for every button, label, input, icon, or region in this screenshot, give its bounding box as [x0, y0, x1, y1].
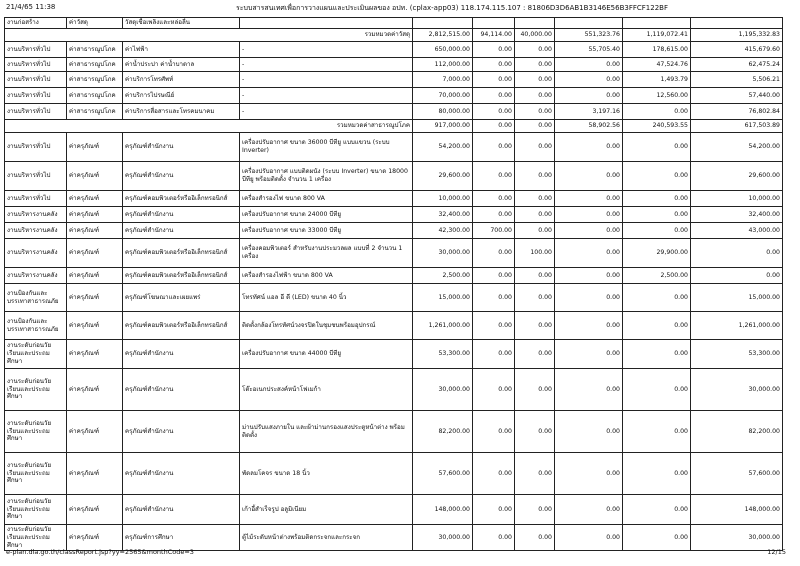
summary-row: [5, 29, 783, 42]
table-cell: ครุภัณฑ์สำนักงาน: [123, 133, 240, 162]
table-cell: 57,600.00: [413, 453, 473, 495]
print-header: [6, 3, 786, 15]
table-cell: 0.00: [555, 72, 623, 88]
table-cell: ค่าครุภัณฑ์: [67, 525, 123, 551]
table-cell: 1,119,072.41: [623, 29, 691, 42]
table-cell: [555, 18, 623, 29]
table-cell: 58,902.56: [555, 120, 623, 133]
table-cell: เครื่องปรับอากาศ ขนาด 33000 บีทียู: [240, 223, 413, 239]
table-cell: 57,440.00: [691, 88, 783, 104]
table-cell: 0.00: [623, 495, 691, 525]
table-cell: 0.00: [515, 268, 555, 284]
table-cell: งานบริหารงานคลัง: [5, 207, 67, 223]
table-cell: 551,323.76: [555, 29, 623, 42]
table-cell: 43,000.00: [691, 223, 783, 239]
table-cell: 94,114.00: [473, 29, 515, 42]
table-cell: 0.00: [473, 42, 515, 58]
table-cell: 30,000.00: [413, 369, 473, 411]
table-cell: 0.00: [555, 58, 623, 72]
table-cell: 0.00: [691, 268, 783, 284]
table-cell: -: [240, 104, 413, 120]
table-cell: 0.00: [473, 88, 515, 104]
table-cell: ค่าน้ำประปา ค่าน้ำบาดาล: [123, 58, 240, 72]
table-cell: 0.00: [555, 453, 623, 495]
table-row: [5, 88, 783, 104]
table-cell: ค่าครุภัณฑ์: [67, 495, 123, 525]
table-row: [5, 42, 783, 58]
table-cell: 53,300.00: [413, 340, 473, 369]
table-cell: งานบริหารทั่วไป: [5, 191, 67, 207]
table-cell: 0.00: [515, 495, 555, 525]
table-cell: 0.00: [515, 207, 555, 223]
system-title: ระบบสารสนเทศเพื่อการวางแผนและประเมินผลของ อปท. (cplax-app03) 118.174.115.107 : 81806D3D6AB1B3146E56B3FFCF122BF: [236, 4, 668, 12]
table-cell: 0.00: [623, 312, 691, 340]
table-cell: เครื่องสำรองไฟฟ้า ขนาด 800 VA: [240, 268, 413, 284]
table-cell: [473, 18, 515, 29]
table-cell: 32,400.00: [691, 207, 783, 223]
table-cell: 917,000.00: [413, 120, 473, 133]
table-cell: 0.00: [691, 239, 783, 268]
table-cell: งานระดับก่อนวัยเรียนและประถมศึกษา: [5, 369, 67, 411]
table-cell: 0.00: [515, 58, 555, 72]
table-cell: โต๊ะอเนกประสงค์หน้าโฟเมก้า: [240, 369, 413, 411]
table-cell: งานระดับก่อนวัยเรียนและประถมศึกษา: [5, 525, 67, 551]
table-cell: 0.00: [623, 162, 691, 191]
table-row: [5, 162, 783, 191]
table-cell: 29,600.00: [691, 162, 783, 191]
table-cell: ค่าครุภัณฑ์: [67, 312, 123, 340]
table-cell: 0.00: [555, 162, 623, 191]
table-cell: 30,000.00: [413, 525, 473, 551]
table-cell: 415,679.60: [691, 42, 783, 58]
table-cell: ครุภัณฑ์การศึกษา: [123, 525, 240, 551]
table-cell: 0.00: [473, 207, 515, 223]
table-row: [5, 133, 783, 162]
table-cell: 148,000.00: [413, 495, 473, 525]
table-cell: 0.00: [555, 133, 623, 162]
table-cell: 0.00: [473, 120, 515, 133]
table-cell: 0.00: [555, 268, 623, 284]
table-cell: วัสดุเชื้อเพลิงและหล่อลื่น: [123, 18, 240, 29]
table-cell: 82,200.00: [691, 411, 783, 453]
table-cell: 0.00: [555, 239, 623, 268]
table-cell: 0.00: [515, 411, 555, 453]
table-cell: [691, 18, 783, 29]
table-cell: ตู้ไม้ระดับหน้าต่างพร้อมติดกระจกและกระจก: [240, 525, 413, 551]
table-cell: ค่าครุภัณฑ์: [67, 411, 123, 453]
table-cell: 0.00: [515, 453, 555, 495]
table-cell: ครุภัณฑ์สำนักงาน: [123, 453, 240, 495]
table-cell: 0.00: [473, 495, 515, 525]
table-cell: งานบริหารทั่วไป: [5, 133, 67, 162]
table-cell: 0.00: [515, 88, 555, 104]
table-cell: ครุภัณฑ์คอมพิวเตอร์หรืออิเล็กทรอนิกส์: [123, 312, 240, 340]
table-cell: 57,600.00: [691, 453, 783, 495]
table-cell: เครื่องปรับอากาศ ขนาด 36000 บีทียู แบบแขวน (ระบบ Inverter): [240, 133, 413, 162]
table-cell: 0.00: [623, 191, 691, 207]
table-cell: 0.00: [623, 207, 691, 223]
table-cell: ค่าครุภัณฑ์: [67, 284, 123, 312]
table-cell: งานบริหารงานคลัง: [5, 268, 67, 284]
table-row: [5, 312, 783, 340]
table-cell: 0.00: [555, 495, 623, 525]
table-cell: [413, 18, 473, 29]
table-cell: 2,500.00: [413, 268, 473, 284]
table-cell: 0.00: [623, 284, 691, 312]
table-cell: -: [240, 58, 413, 72]
table-cell: ค่าไฟฟ้า: [123, 42, 240, 58]
table-cell: 53,300.00: [691, 340, 783, 369]
budget-table-body: [5, 18, 783, 551]
table-cell: ค่าสาธารณูปโภค: [67, 88, 123, 104]
table-cell: 0.00: [515, 72, 555, 88]
table-cell: 7,000.00: [413, 72, 473, 88]
table-cell: 0.00: [473, 239, 515, 268]
table-cell: 0.00: [555, 340, 623, 369]
table-cell: 0.00: [555, 411, 623, 453]
table-cell: งานป้องกันและบรรเทาสาธารณภัย: [5, 312, 67, 340]
table-cell: งานบริหารงานคลัง: [5, 239, 67, 268]
table-cell: -: [240, 88, 413, 104]
table-cell: 29,900.00: [623, 239, 691, 268]
table-cell: 2,812,515.00: [413, 29, 473, 42]
table-cell: 0.00: [555, 191, 623, 207]
table-cell: 112,000.00: [413, 58, 473, 72]
table-cell: ครุภัณฑ์สำนักงาน: [123, 223, 240, 239]
table-cell: 148,000.00: [691, 495, 783, 525]
table-cell: 0.00: [623, 453, 691, 495]
table-row: [5, 495, 783, 525]
table-row: [5, 369, 783, 411]
table-cell: พัดลมโคจร ขนาด 18 นิ้ว: [240, 453, 413, 495]
table-cell: 0.00: [515, 369, 555, 411]
table-cell: ค่าครุภัณฑ์: [67, 268, 123, 284]
table-cell: ค่าครุภัณฑ์: [67, 162, 123, 191]
table-cell: 0.00: [473, 453, 515, 495]
table-cell: ม่านปรับแสงภายใน และผ้าม่านกรองแสงประตูหน้าต่าง พร้อมติดตั้ง: [240, 411, 413, 453]
table-cell: 62,475.24: [691, 58, 783, 72]
table-cell: 0.00: [515, 104, 555, 120]
table-cell: ครุภัณฑ์สำนักงาน: [123, 495, 240, 525]
table-cell: 1,261,000.00: [413, 312, 473, 340]
table-cell: 0.00: [555, 88, 623, 104]
table-row: [5, 411, 783, 453]
table-cell: [623, 18, 691, 29]
table-row: [5, 453, 783, 495]
table-cell: 0.00: [623, 525, 691, 551]
table-cell: งานระดับก่อนวัยเรียนและประถมศึกษา: [5, 453, 67, 495]
table-cell: 76,802.84: [691, 104, 783, 120]
table-cell: 0.00: [555, 312, 623, 340]
table-cell: 0.00: [555, 284, 623, 312]
table-cell: เครื่องปรับอากาศ ขนาด 44000 บีทียู: [240, 340, 413, 369]
table-cell: [240, 18, 413, 29]
table-cell: งานบริหารทั่วไป: [5, 104, 67, 120]
table-cell: 10,000.00: [691, 191, 783, 207]
table-cell: ครุภัณฑ์คอมพิวเตอร์หรืออิเล็กทรอนิกส์: [123, 239, 240, 268]
table-cell: 29,600.00: [413, 162, 473, 191]
table-cell: 0.00: [555, 223, 623, 239]
table-cell: -: [240, 42, 413, 58]
table-cell: 0.00: [623, 223, 691, 239]
table-cell: ค่าสาธารณูปโภค: [67, 72, 123, 88]
summary-row: [5, 120, 783, 133]
table-cell: 47,524.76: [623, 58, 691, 72]
table-row: [5, 58, 783, 72]
table-row: [5, 340, 783, 369]
table-cell: 54,200.00: [413, 133, 473, 162]
table-cell: ค่าครุภัณฑ์: [67, 239, 123, 268]
table-cell: ค่าวัสดุ: [67, 18, 123, 29]
table-cell: งานระดับก่อนวัยเรียนและประถมศึกษา: [5, 340, 67, 369]
table-cell: โทรทัศน์ แอล อี ดี (LED) ขนาด 40 นิ้ว: [240, 284, 413, 312]
table-cell: 0.00: [515, 162, 555, 191]
table-cell: ค่าครุภัณฑ์: [67, 223, 123, 239]
table-cell: ครุภัณฑ์สำนักงาน: [123, 369, 240, 411]
table-cell: 10,000.00: [413, 191, 473, 207]
table-cell: ค่าบริการโทรศัพท์: [123, 72, 240, 88]
table-cell: 0.00: [473, 525, 515, 551]
table-cell: 0.00: [555, 369, 623, 411]
table-cell: 80,000.00: [413, 104, 473, 120]
table-row: [5, 207, 783, 223]
table-cell: ค่าบริการสื่อสารและโทรคมนาคม: [123, 104, 240, 120]
table-cell: 30,000.00: [691, 525, 783, 551]
table-cell: 0.00: [473, 104, 515, 120]
table-cell: ค่าครุภัณฑ์: [67, 191, 123, 207]
table-cell: 178,615.00: [623, 42, 691, 58]
budget-table: [4, 17, 783, 551]
table-cell: 40,000.00: [515, 29, 555, 42]
table-cell: 32,400.00: [413, 207, 473, 223]
table-cell: งานบริหารทั่วไป: [5, 162, 67, 191]
table-cell: ค่าครุภัณฑ์: [67, 133, 123, 162]
table-cell: 0.00: [623, 411, 691, 453]
table-cell: เครื่องสำรองไฟ ขนาด 800 VA: [240, 191, 413, 207]
table-cell: ค่าครุภัณฑ์: [67, 369, 123, 411]
print-datetime: 21/4/65 11:38: [6, 3, 56, 11]
table-cell: 0.00: [473, 268, 515, 284]
table-cell: 15,000.00: [691, 284, 783, 312]
table-cell: 0.00: [473, 312, 515, 340]
table-cell: 70,000.00: [413, 88, 473, 104]
table-cell: 0.00: [515, 42, 555, 58]
table-cell: ครุภัณฑ์คอมพิวเตอร์หรืออิเล็กทรอนิกส์: [123, 191, 240, 207]
table-row: [5, 104, 783, 120]
table-cell: 0.00: [473, 369, 515, 411]
table-cell: เครื่องปรับอากาศ แบบติดผนัง (ระบบ Inverter) ขนาด 18000 บีทียู พร้อมติดตั้ง จำนวน 1 เครื่อง: [240, 162, 413, 191]
table-row: [5, 191, 783, 207]
table-cell: ค่าสาธารณูปโภค: [67, 58, 123, 72]
table-cell: 0.00: [515, 340, 555, 369]
table-cell: [515, 18, 555, 29]
table-cell: 0.00: [515, 284, 555, 312]
table-row: [5, 72, 783, 88]
table-cell: งานระดับก่อนวัยเรียนและประถมศึกษา: [5, 411, 67, 453]
table-cell: งานบริหารทั่วไป: [5, 88, 67, 104]
table-cell: 0.00: [555, 207, 623, 223]
table-cell: ครุภัณฑ์สำนักงาน: [123, 340, 240, 369]
table-cell: ครุภัณฑ์สำนักงาน: [123, 207, 240, 223]
table-cell: 0.00: [473, 191, 515, 207]
table-cell: 240,593.55: [623, 120, 691, 133]
table-cell: 0.00: [515, 525, 555, 551]
table-cell: งานบริหารทั่วไป: [5, 58, 67, 72]
table-cell: 30,000.00: [413, 239, 473, 268]
table-cell: ค่าบริการไปรษณีย์: [123, 88, 240, 104]
table-cell: 0.00: [473, 284, 515, 312]
table-cell: 0.00: [473, 133, 515, 162]
table-cell: 0.00: [623, 133, 691, 162]
table-cell: 55,705.40: [555, 42, 623, 58]
table-row: [5, 223, 783, 239]
table-cell: 617,503.89: [691, 120, 783, 133]
table-cell: 0.00: [473, 58, 515, 72]
table-cell: ครุภัณฑ์สำนักงาน: [123, 411, 240, 453]
table-cell: 0.00: [515, 312, 555, 340]
table-cell: งานก่อสร้าง: [5, 18, 67, 29]
table-cell: ครุภัณฑ์คอมพิวเตอร์หรืออิเล็กทรอนิกส์: [123, 268, 240, 284]
table-cell: 1,195,332.83: [691, 29, 783, 42]
table-cell: 3,197.16: [555, 104, 623, 120]
table-row: [5, 284, 783, 312]
table-cell: 0.00: [473, 411, 515, 453]
table-cell: 0.00: [623, 340, 691, 369]
table-cell: 12,560.00: [623, 88, 691, 104]
table-cell: 0.00: [555, 525, 623, 551]
table-cell: 0.00: [473, 162, 515, 191]
page-number: 12/15: [767, 548, 786, 556]
table-cell: 0.00: [473, 72, 515, 88]
table-cell: 0.00: [623, 104, 691, 120]
table-cell: ค่าสาธารณูปโภค: [67, 42, 123, 58]
table-cell: ครุภัณฑ์โฆษณาและเผยแพร่: [123, 284, 240, 312]
table-cell: 54,200.00: [691, 133, 783, 162]
table-row: [5, 525, 783, 551]
table-cell: 2,500.00: [623, 268, 691, 284]
table-cell: 15,000.00: [413, 284, 473, 312]
table-cell: 650,000.00: [413, 42, 473, 58]
table-cell: ค่าครุภัณฑ์: [67, 340, 123, 369]
table-cell: เครื่องคอมพิวเตอร์ สำหรับงานประมวลผล แบบที่ 2 จำนวน 1 เครื่อง: [240, 239, 413, 268]
table-cell: -: [240, 72, 413, 88]
table-cell: งานบริหารทั่วไป: [5, 42, 67, 58]
table-cell: งานระดับก่อนวัยเรียนและประถมศึกษา: [5, 495, 67, 525]
table-cell: ค่าครุภัณฑ์: [67, 207, 123, 223]
table-cell: 0.00: [473, 340, 515, 369]
table-cell: 42,300.00: [413, 223, 473, 239]
table-row: [5, 268, 783, 284]
table-cell: 1,493.79: [623, 72, 691, 88]
table-cell: งานบริหารทั่วไป: [5, 72, 67, 88]
table-row: [5, 18, 783, 29]
table-cell: เครื่องปรับอากาศ ขนาด 24000 บีทียู: [240, 207, 413, 223]
table-cell: 700.00: [473, 223, 515, 239]
table-cell: รวมหมวดค่าวัสดุ: [5, 29, 413, 42]
table-cell: 0.00: [623, 369, 691, 411]
table-cell: 5,506.21: [691, 72, 783, 88]
table-cell: 0.00: [515, 133, 555, 162]
table-cell: งานบริหารงานคลัง: [5, 223, 67, 239]
table-cell: ติดตั้งกล้องโทรทัศน์วงจรปิดในชุมชนพร้อมอุปกรณ์: [240, 312, 413, 340]
table-cell: 82,200.00: [413, 411, 473, 453]
table-cell: ค่าครุภัณฑ์: [67, 453, 123, 495]
table-cell: 100.00: [515, 239, 555, 268]
table-cell: 0.00: [515, 120, 555, 133]
table-cell: 0.00: [515, 223, 555, 239]
table-cell: งานป้องกันและบรรเทาสาธารณภัย: [5, 284, 67, 312]
table-cell: เก้าอี้สำเร็จรูป อลูมิเนียม: [240, 495, 413, 525]
table-cell: 0.00: [515, 191, 555, 207]
table-cell: ครุภัณฑ์สำนักงาน: [123, 162, 240, 191]
table-row: [5, 239, 783, 268]
table-cell: รวมหมวดค่าสาธารณูปโภค: [5, 120, 413, 133]
report-url: e-plan.dla.go.th/classReport.jsp?yy=2565&monthCode=3: [6, 548, 194, 556]
table-cell: 1,261,000.00: [691, 312, 783, 340]
table-cell: ค่าสาธารณูปโภค: [67, 104, 123, 120]
table-cell: 30,000.00: [691, 369, 783, 411]
